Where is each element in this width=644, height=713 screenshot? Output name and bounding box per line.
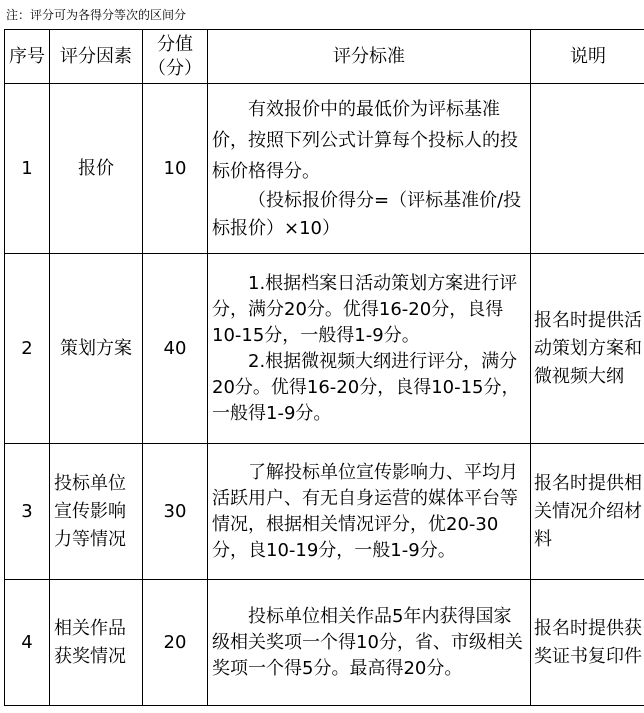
row-factor: 报价 <box>50 84 143 254</box>
row-factor: 相关作品获奖情况 <box>50 580 143 706</box>
table-row <box>5 254 644 444</box>
header-factor: 评分因素 <box>50 30 143 84</box>
table-row <box>5 84 644 254</box>
row-factor: 投标单位宣传影响力等情况 <box>50 444 143 580</box>
header-score-line1: 分值 <box>157 33 193 55</box>
row-factor: 策划方案 <box>50 254 143 444</box>
row-remark: 报名时提供相关情况介绍材料 <box>531 444 644 580</box>
scoring-table <box>4 29 644 706</box>
criteria-paragraph: 2.根据微视频大纲进行评分，满分20分。优得16-20分，良得10-15分，一般得1-9分。 <box>212 350 520 424</box>
table-row <box>5 444 644 580</box>
row-criteria <box>208 254 531 444</box>
header-score <box>143 30 208 84</box>
row-remark <box>531 84 644 254</box>
table-note: 注：评分可为各得分等次的区间分 <box>6 8 187 22</box>
row-criteria <box>208 580 531 706</box>
header-remark: 说明 <box>531 30 644 84</box>
row-no: 1 <box>5 84 50 254</box>
row-score: 30 <box>143 444 208 580</box>
criteria-formula: （投标报价得分=（评标基准价/投标报价）×10） <box>212 190 522 239</box>
header-score-line2: （分） <box>148 57 202 79</box>
criteria-paragraph: 了解投标单位宣传影响力、平均月活跃用户、有无自身运营的媒体平台等情况，根据相关情况评分，优20-30分，良10-19分，一般1-9分。 <box>212 461 518 561</box>
row-score: 20 <box>143 580 208 706</box>
table-row <box>5 580 644 706</box>
row-no: 4 <box>5 580 50 706</box>
row-score: 40 <box>143 254 208 444</box>
row-criteria <box>208 84 531 254</box>
row-no: 2 <box>5 254 50 444</box>
criteria-paragraph: 投标单位相关作品5年内获得国家级相关奖项一个得10分，省、市级相关奖项一个得5分。最高得20分。 <box>212 605 523 679</box>
criteria-paragraph: 有效报价中的最低价为评标基准价，按照下列公式计算每个投标人的投标价格得分。 <box>212 99 518 182</box>
header-no: 序号 <box>5 30 50 84</box>
row-no: 3 <box>5 444 50 580</box>
row-remark: 报名时提供活动策划方案和微视频大纲 <box>531 254 644 444</box>
header-criteria: 评分标准 <box>208 30 531 84</box>
row-score: 10 <box>143 84 208 254</box>
row-remark: 报名时提供获奖证书复印件 <box>531 580 644 706</box>
table-header-row <box>5 30 644 84</box>
criteria-paragraph: 1.根据档案日活动策划方案进行评分，满分20分。优得16-20分，良得10-15分，一般得1-9分。 <box>212 272 518 346</box>
row-criteria <box>208 444 531 580</box>
